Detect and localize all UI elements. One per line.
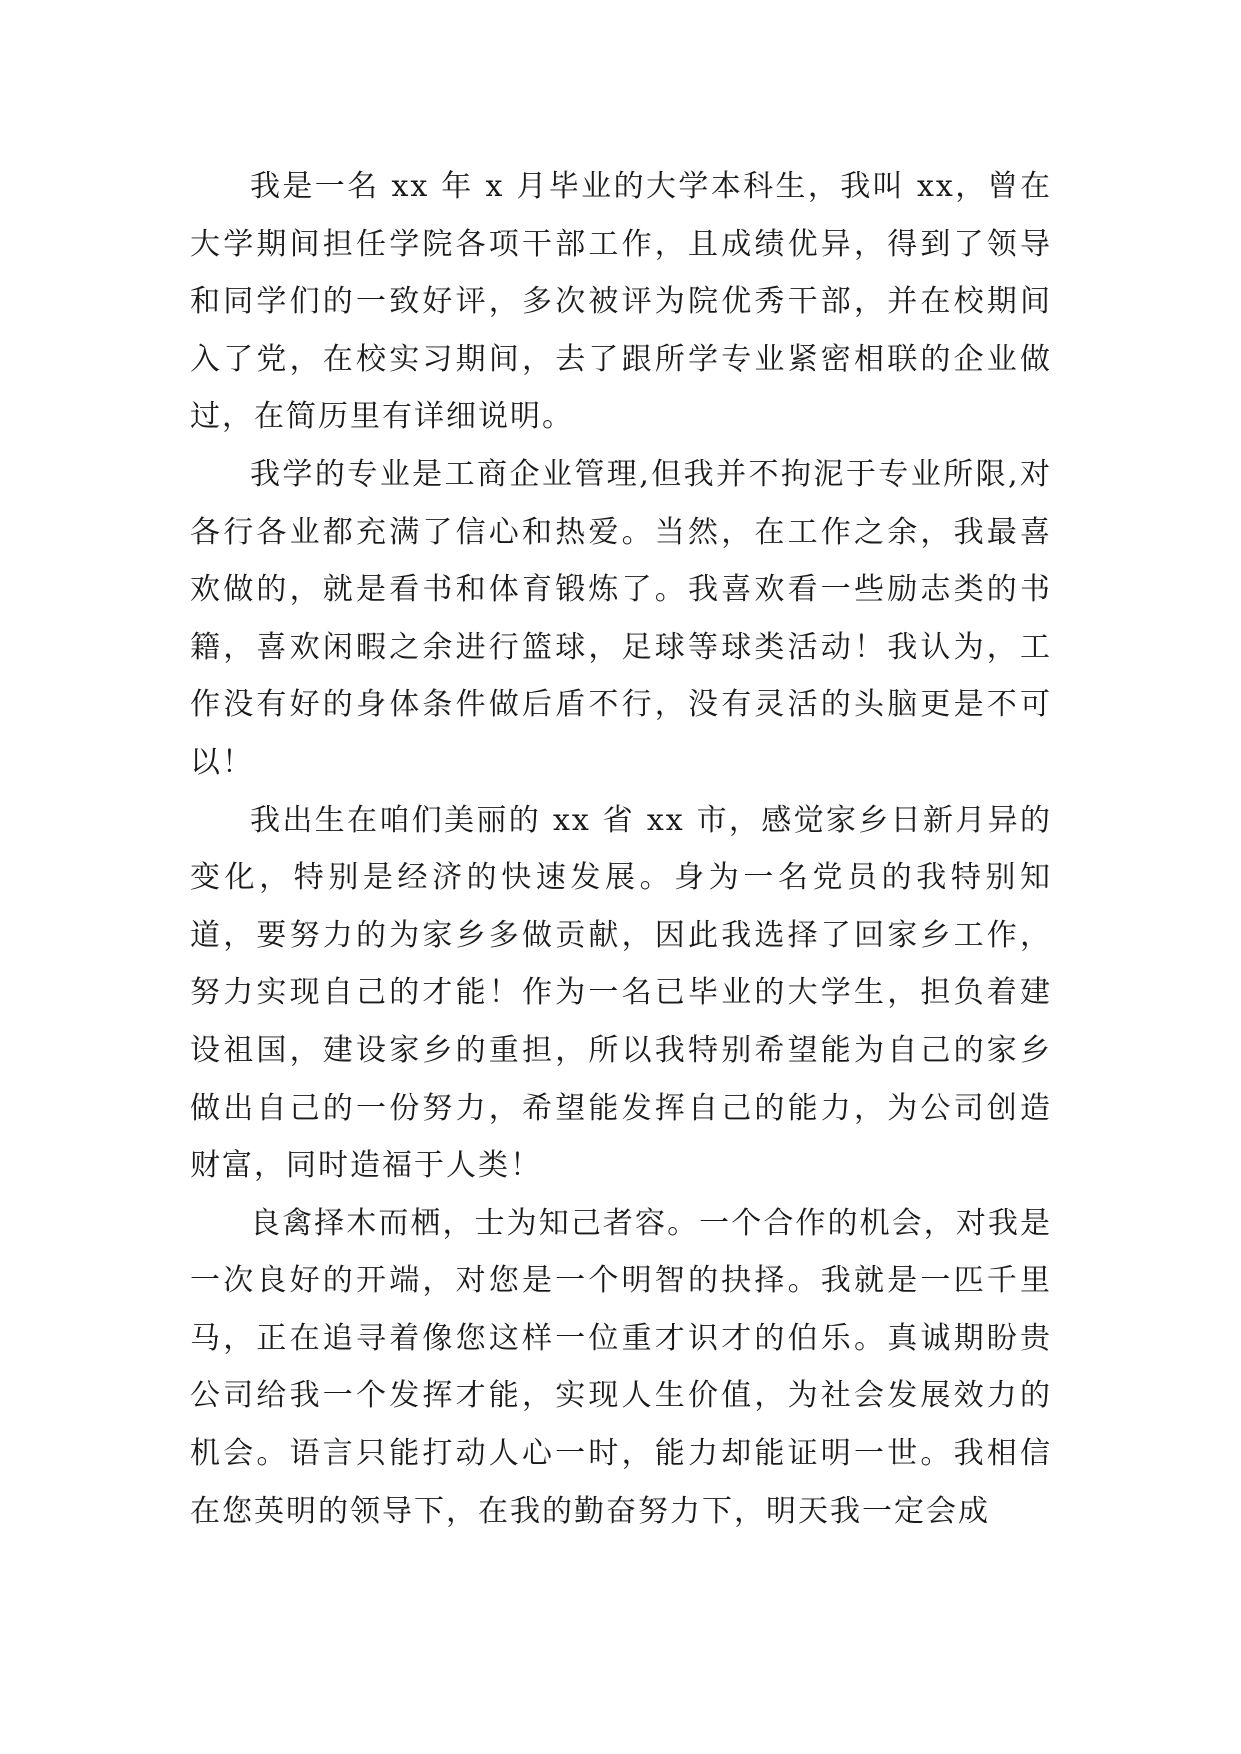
paragraph-3: 我出生在咱们美丽的 xx 省 xx 市，感觉家乡日新月异的变化，特别是经济的快速发展。身为一名党员的我特别知道，要努力的为家乡多做贡献，因此我选择了回家乡工作，努力实现自己的才能！作为一名已毕业的大学生，担负着建设祖国，建设家乡的重担，所以我特别希望能为自己的家乡做出自己的一份努力，希望能发挥自己的能力，为公司创造财富，同时造福于人类！ <box>190 802 1052 1184</box>
paragraph-4: 良禽择木而栖，士为知己者容。一个合作的机会，对我是一次良好的开端，对您是一个明智的抉择。我就是一匹千里马，正在追寻着像您这样一位重才识才的伯乐。真诚期盼贵公司给我一个发挥才能，实现人生价值，为社会发展效力的机会。语言只能打动人心一时，能力却能证明一世。我相信在您英明的领导下，在我的勤奋努力下，明天我一定会成 <box>190 1205 1052 1529</box>
document-body <box>190 158 1052 1540</box>
paragraph-2: 我学的专业是工商企业管理,但我并不拘泥于专业所限,对各行各业都充满了信心和热爱。当然，在工作之余，我最喜欢做的，就是看书和体育锻炼了。我喜欢看一些励志类的书籍，喜欢闲暇之余进行篮球，足球等球类活动！我认为，工作没有好的身体条件做后盾不行，没有灵活的头脑更是不可以！ <box>190 456 1052 780</box>
paragraph-1: 我是一名 xx 年 x 月毕业的大学本科生，我叫 xx，曾在大学期间担任学院各项干部工作，且成绩优异，得到了领导和同学们的一致好评，多次被评为院优秀干部，并在校期间入了党，在校实习期间，去了跟所学专业紧密相联的企业做过，在简历里有详细说明。 <box>190 169 1052 435</box>
